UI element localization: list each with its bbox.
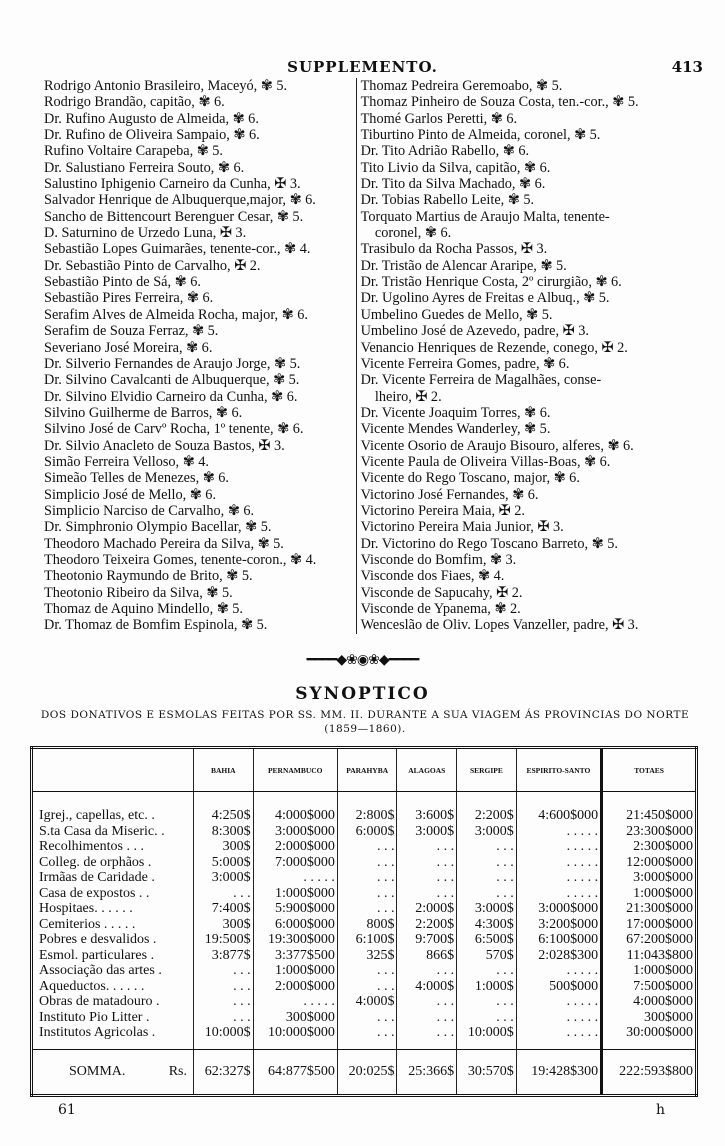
cell-value: . . . — [194, 886, 254, 902]
cell-value: . . . — [337, 870, 397, 886]
cell-value: 3:200$000 — [516, 917, 601, 933]
list-item: Vicente Paula de Oliveira Villas-Boas, ✾ 6. — [360, 453, 611, 470]
cell-value: 10:000$000 — [253, 1025, 337, 1049]
cell-value: 3:000$ — [397, 824, 457, 840]
column-header: ALAGOAS — [397, 748, 457, 792]
table-row — [32, 870, 697, 886]
cell-value: 6:100$ — [337, 932, 397, 948]
list-item: Simplicio José de Mello, ✾ 6. — [44, 486, 217, 503]
cell-value: . . . . . — [516, 963, 601, 979]
cell-value: 2:000$000 — [253, 979, 337, 995]
row-label: Igrej., capellas, etc. . — [39, 808, 155, 823]
table-row — [32, 886, 697, 902]
total-value: 20:025$ — [337, 1049, 397, 1095]
cell-value: 9:700$ — [397, 932, 457, 948]
cell-value: 6:000$ — [337, 824, 397, 840]
section-subtitle: DOS DONATIVOS E ESMOLAS FEITAS POR SS. MM. II. DURANTE A SUA VIAGEM ÁS PROVINCIAS DO NORTE (1859—1860). — [40, 709, 690, 735]
list-item: Victorino Pereira Maia Junior, ✠ 3. — [360, 519, 564, 536]
row-label: S.ta Casa da Miseric. . — [39, 823, 165, 839]
cell-value: 17:000$000 — [602, 917, 697, 933]
list-item: Dr. Vicente Ferreira de Magalhães, conse- — [360, 372, 602, 389]
cell-value: 2:028$300 — [516, 948, 601, 964]
currency-unit: Rs. — [168, 1063, 187, 1079]
list-item: Tito Livio da Silva, capitão, ✾ 6. — [360, 159, 551, 176]
cell-value: . . . — [397, 1010, 457, 1026]
list-item: Visconde de Sapucahy, ✠ 2. — [360, 584, 523, 601]
cell-value: . . . — [457, 963, 517, 979]
cell-value: . . . — [457, 839, 517, 855]
row-label: Institutos Agricolas . — [39, 1025, 156, 1040]
row-label: Irmãas de Caridade . — [39, 870, 155, 885]
list-item: Wenceslão de Oliv. Lopes Vanzeller, padre, ✠ 3. — [360, 617, 639, 634]
list-item: Dr. Victorino do Rego Toscano Barreto, ✾ 5. — [360, 535, 618, 552]
table-row — [32, 855, 697, 871]
list-item: Simplicio Narciso de Carvalho, ✾ 6. — [44, 502, 255, 519]
list-item: Simeão Telles de Menezes, ✾ 6. — [44, 470, 230, 487]
page-number: 413 — [671, 58, 703, 76]
row-label: Cemiterios . . . . . — [39, 916, 136, 932]
list-item: Theodoro Machado Pereira da Silva, ✾ 5. — [44, 535, 284, 552]
list-item: Vicente do Rego Toscano, major, ✾ 6. — [360, 470, 580, 487]
cell-value: . . . — [337, 855, 397, 871]
list-item: Victorino José Fernandes, ✾ 6. — [360, 486, 539, 503]
row-label: Recolhimentos . . . — [39, 839, 144, 854]
cell-value: 4:600$000 — [516, 792, 601, 824]
cell-value: 19:500$ — [194, 932, 254, 948]
cell-value: . . . — [397, 886, 457, 902]
list-item: Sebastião Pires Ferreira, ✾ 6. — [44, 290, 214, 307]
cell-value: . . . — [194, 979, 254, 995]
section-title: SYNOPTICO — [295, 684, 430, 704]
column-header: ESPIRITO-SANTO — [516, 748, 601, 792]
list-item: coronel, ✾ 6. — [360, 225, 452, 242]
list-item: Dr. Thomaz de Bomfim Espinola, ✾ 5. — [44, 617, 268, 634]
table-row — [32, 917, 697, 933]
list-item: D. Saturnino de Urzedo Luna, ✠ 3. — [44, 225, 247, 242]
list-item: Venancio Henriques de Rezende, conego, ✠ 2. — [360, 339, 628, 356]
cell-value: 866$ — [397, 948, 457, 964]
cell-value: . . . — [397, 1025, 457, 1049]
column-header: PERNAMBUCO — [253, 748, 337, 792]
cell-value: . . . — [194, 994, 254, 1010]
cell-value: . . . . . — [253, 870, 337, 886]
table-row — [32, 839, 697, 855]
list-item: Dr. Rufino Augusto de Almeida, ✾ 6. — [44, 110, 259, 127]
cell-value: 3:000$ — [457, 901, 517, 917]
total-value: 19:428$300 — [516, 1049, 601, 1095]
cell-value: . . . — [457, 870, 517, 886]
cell-value: 1:000$000 — [602, 886, 697, 902]
cell-value: 6:500$ — [457, 932, 517, 948]
list-item: Rodrigo Antonio Brasileiro, Maceyó, ✾ 5. — [44, 78, 288, 94]
cell-value: 1:000$000 — [253, 886, 337, 902]
list-item: Theodoro Teixeira Gomes, tenente-coron., ✾ 4. — [44, 551, 317, 568]
cell-value: . . . . . — [516, 855, 601, 871]
cell-value: 30:000$000 — [602, 1025, 697, 1049]
list-item: Vicente Osorio de Araujo Bisouro, alferes, ✾ 6. — [360, 437, 634, 454]
table-row — [32, 792, 697, 824]
table-row — [32, 994, 697, 1010]
list-item: Visconde dos Fiaes, ✾ 4. — [360, 568, 505, 585]
total-value: 62:327$ — [194, 1049, 254, 1095]
list-item: Dr. Silvino Elvidio Carneiro da Cunha, ✾ 6. — [44, 388, 298, 405]
table-header-row — [32, 748, 697, 792]
totals-row — [32, 1049, 697, 1095]
cell-value: 7:000$000 — [253, 855, 337, 871]
list-item: Dr. Tito Adrião Rabello, ✾ 6. — [360, 143, 530, 160]
list-item: Thomaz Pedreira Geremoabo, ✾ 5. — [360, 78, 563, 94]
list-item: Severiano José Moreira, ✾ 6. — [44, 339, 213, 356]
list-item: Dr. Silverio Fernandes de Araujo Jorge, ✾ 5. — [44, 355, 301, 372]
row-label: Esmol. particulares . — [39, 947, 155, 963]
cell-value: 2:800$ — [337, 792, 397, 824]
table-row — [32, 1010, 697, 1026]
list-item: Sebastião Lopes Guimarães, tenente-cor., ✾ 4. — [44, 241, 311, 258]
cell-value: 3:000$ — [194, 870, 254, 886]
cell-value: 7:500$000 — [602, 979, 697, 995]
row-label: Obras de matadouro . — [39, 994, 160, 1009]
list-item: Dr. Tito da Silva Machado, ✾ 6. — [360, 176, 546, 193]
cell-value: . . . — [457, 855, 517, 871]
list-item: Umbelino José de Azevedo, padre, ✠ 3. — [360, 323, 589, 340]
cell-value: . . . . . — [516, 870, 601, 886]
cell-value: 10:000$ — [457, 1025, 517, 1049]
cell-value: . . . — [194, 1010, 254, 1026]
cell-value: 4:000$ — [397, 979, 457, 995]
cell-value: . . . . . — [253, 994, 337, 1010]
cell-value: 11:043$800 — [602, 948, 697, 964]
list-item: Dr. Silvino Cavalcanti de Albuquerque, ✾ 5. — [44, 372, 300, 389]
cell-value: 4:300$ — [457, 917, 517, 933]
cell-value: 3:000$ — [457, 824, 517, 840]
cell-value: . . . . . — [516, 886, 601, 902]
cell-value: . . . — [397, 855, 457, 871]
footer-signature-right: h — [655, 1102, 665, 1118]
list-item: Visconde de Ypanema, ✾ 2. — [360, 601, 521, 617]
list-item: Thomaz de Aquino Mindello, ✾ 5. — [44, 601, 244, 617]
cell-value: 6:000$000 — [253, 917, 337, 933]
column-header: SERGIPE — [457, 748, 517, 792]
list-item: Dr. Tristão Henrique Costa, 2º cirurgião, ✾ 6. — [360, 274, 622, 291]
cell-value: 2:000$000 — [253, 839, 337, 855]
list-item: Trasibulo da Rocha Passos, ✠ 3. — [360, 241, 548, 258]
cell-value: 1:000$000 — [602, 963, 697, 979]
cell-value: 300$000 — [253, 1010, 337, 1026]
cell-value: 21:450$000 — [602, 792, 697, 824]
list-item: Salvador Henrique de Albuquerque,major, ✾ 6. — [44, 192, 316, 209]
cell-value: . . . — [194, 963, 254, 979]
cell-value: . . . . . — [516, 994, 601, 1010]
cell-value: . . . — [337, 901, 397, 917]
row-label: Casa de expostos . . — [39, 885, 150, 901]
cell-value: 4:000$ — [337, 994, 397, 1010]
cell-value: 2:300$000 — [602, 839, 697, 855]
table-row — [32, 948, 697, 964]
list-item: Umbelino Guedes de Mello, ✾ 5. — [360, 306, 553, 323]
list-item: Theotonio Ribeiro da Silva, ✾ 5. — [44, 584, 233, 601]
cell-value: 1:000$ — [457, 979, 517, 995]
cell-value: 325$ — [337, 948, 397, 964]
list-item: Dr. Tobias Rabello Leite, ✾ 5. — [360, 192, 535, 209]
list-item: Sebastião Pinto de Sá, ✾ 6. — [44, 274, 201, 291]
cell-value: 7:400$ — [194, 901, 254, 917]
list-item: Simão Ferreira Velloso, ✾ 4. — [44, 453, 209, 470]
row-label: Colleg. de orphãos . — [39, 854, 152, 870]
list-item: Dr. Ugolino Ayres de Freitas e Albuq., ✾ 5. — [360, 290, 610, 307]
cell-value: 4:000$000 — [253, 792, 337, 824]
cell-value: . . . . . — [516, 1025, 601, 1049]
cell-value: 300$000 — [602, 1010, 697, 1026]
row-label: Associação das artes . — [39, 963, 162, 978]
cell-value: . . . . . — [516, 839, 601, 855]
cell-value: . . . — [457, 1010, 517, 1026]
cell-value: 21:300$000 — [602, 901, 697, 917]
cell-value: . . . — [337, 886, 397, 902]
list-item: Visconde do Bomfim, ✾ 3. — [360, 551, 517, 568]
total-value: 64:877$500 — [253, 1049, 337, 1095]
cell-value: . . . — [457, 994, 517, 1010]
list-item: Serafim de Souza Ferraz, ✾ 5. — [44, 323, 219, 340]
cell-value: 3:000$000 — [516, 901, 601, 917]
cell-value: . . . . . — [516, 1010, 601, 1026]
cell-value: 500$000 — [516, 979, 601, 995]
running-header: SUPPLEMENTO. — [287, 58, 438, 76]
cell-value: . . . — [337, 839, 397, 855]
donations-table — [30, 746, 698, 1097]
table-row — [32, 824, 697, 840]
cell-value: 3:377$500 — [253, 948, 337, 964]
cell-value: 300$ — [194, 839, 254, 855]
list-item: Theotonio Raymundo de Brito, ✾ 5. — [44, 568, 253, 585]
cell-value: . . . — [457, 886, 517, 902]
total-label — [32, 1049, 194, 1095]
list-item: Vicente Ferreira Gomes, padre, ✾ 6. — [360, 355, 570, 372]
supplement-lists — [44, 78, 692, 634]
total-value: 25:366$ — [397, 1049, 457, 1095]
cell-value: 8:300$ — [194, 824, 254, 840]
list-item: Tiburtino Pinto de Almeida, coronel, ✾ 5. — [360, 127, 601, 144]
list-item: Rodrigo Brandão, capitão, ✾ 6. — [44, 94, 225, 111]
cell-value: . . . . . — [516, 824, 601, 840]
cell-value: 3:600$ — [397, 792, 457, 824]
total-value: 222:593$800 — [602, 1049, 697, 1095]
list-item: Silvino José de Carvº Rocha, 1º tenente, ✾ 6. — [44, 421, 304, 438]
cell-value: 5:900$000 — [253, 901, 337, 917]
list-item: Thomé Garlos Peretti, ✾ 6. — [360, 110, 518, 127]
list-item: Dr. Rufino de Oliveira Sampaio, ✾ 6. — [44, 127, 260, 144]
cell-value: 23:300$000 — [602, 824, 697, 840]
row-label: Aqueductos. . . . . . — [39, 978, 145, 994]
list-item: Sancho de Bittencourt Berenguer Cesar, ✾ 5. — [44, 208, 304, 225]
cell-value: 4:250$ — [194, 792, 254, 824]
cell-value: 300$ — [194, 917, 254, 933]
list-item: Salustino Iphigenio Carneiro da Cunha, ✠ 3. — [44, 176, 301, 193]
cell-value: 1:000$000 — [253, 963, 337, 979]
table-row — [32, 901, 697, 917]
cell-value: 19:300$000 — [253, 932, 337, 948]
row-label: Hospitaes. . . . . . — [39, 901, 133, 916]
table-row — [32, 932, 697, 948]
row-label: Instituto Pio Litter . — [39, 1009, 150, 1025]
footer-signature-left: 61 — [58, 1102, 76, 1118]
table-row — [32, 1025, 697, 1049]
cell-value: 800$ — [337, 917, 397, 933]
list-item: Torquato Martius de Araujo Malta, tenente- — [360, 208, 610, 225]
cell-value: 3:000$000 — [602, 870, 697, 886]
column-header: TOTAES — [602, 748, 697, 792]
list-item: Dr. Silvio Anacleto de Souza Bastos, ✠ 3. — [44, 437, 285, 454]
column-header: PARAHYBA — [337, 748, 397, 792]
list-item: lheiro, ✠ 2. — [360, 388, 442, 405]
table-row — [32, 963, 697, 979]
cell-value: . . . — [337, 1025, 397, 1049]
list-item: Dr. Simphronio Olympio Bacellar, ✾ 5. — [44, 519, 272, 536]
cell-value: 5:000$ — [194, 855, 254, 871]
empty-header — [32, 748, 194, 792]
list-item: Victorino Pereira Maia, ✠ 2. — [360, 502, 525, 519]
cell-value: . . . — [397, 870, 457, 886]
cell-value: 67:200$000 — [602, 932, 697, 948]
list-item: Silvino Guilherme de Barros, ✾ 6. — [44, 404, 243, 421]
list-item: Serafim Alves de Almeida Rocha, major, ✾ 6. — [44, 306, 308, 323]
cell-value: 6:100$000 — [516, 932, 601, 948]
table-row — [32, 979, 697, 995]
cell-value: . . . — [337, 979, 397, 995]
cell-value: 3:000$000 — [253, 824, 337, 840]
cell-value: 3:877$ — [194, 948, 254, 964]
cell-value: 10:000$ — [194, 1025, 254, 1049]
list-item: Rufino Voltaire Carapeba, ✾ 5. — [44, 143, 224, 160]
list-item: Dr. Vicente Joaquim Torres, ✾ 6. — [360, 404, 551, 421]
cell-value: . . . — [337, 1010, 397, 1026]
list-item: Vicente Mendes Wanderley, ✾ 5. — [360, 421, 551, 438]
right-name-list — [356, 78, 692, 634]
list-item: Dr. Tristão de Alencar Araripe, ✾ 5. — [360, 257, 567, 274]
list-item: Dr. Sebastião Pinto de Carvalho, ✠ 2. — [44, 257, 261, 274]
cell-value: . . . — [397, 994, 457, 1010]
cell-value: 570$ — [457, 948, 517, 964]
cell-value: 2:200$ — [457, 792, 517, 824]
column-header: BAHIA — [194, 748, 254, 792]
cell-value: . . . — [397, 963, 457, 979]
total-value: 30:570$ — [457, 1049, 517, 1095]
ornament-divider: ━━━━◆❀◉❀◆━━━━ — [306, 652, 419, 668]
cell-value: 4:000$000 — [602, 994, 697, 1010]
cell-value: . . . — [337, 963, 397, 979]
list-item: Thomaz Pinheiro de Souza Costa, ten.-cor., ✾ 5. — [360, 94, 639, 111]
cell-value: 12:000$000 — [602, 855, 697, 871]
cell-value: 2:000$ — [397, 901, 457, 917]
list-item: Dr. Salustiano Ferreira Souto, ✾ 6. — [44, 159, 245, 176]
left-name-list — [44, 78, 356, 634]
cell-value: 2:200$ — [397, 917, 457, 933]
cell-value: . . . — [397, 839, 457, 855]
somma-label: SOMMA. — [69, 1063, 126, 1079]
row-label: Pobres e desvalidos . — [39, 932, 157, 947]
